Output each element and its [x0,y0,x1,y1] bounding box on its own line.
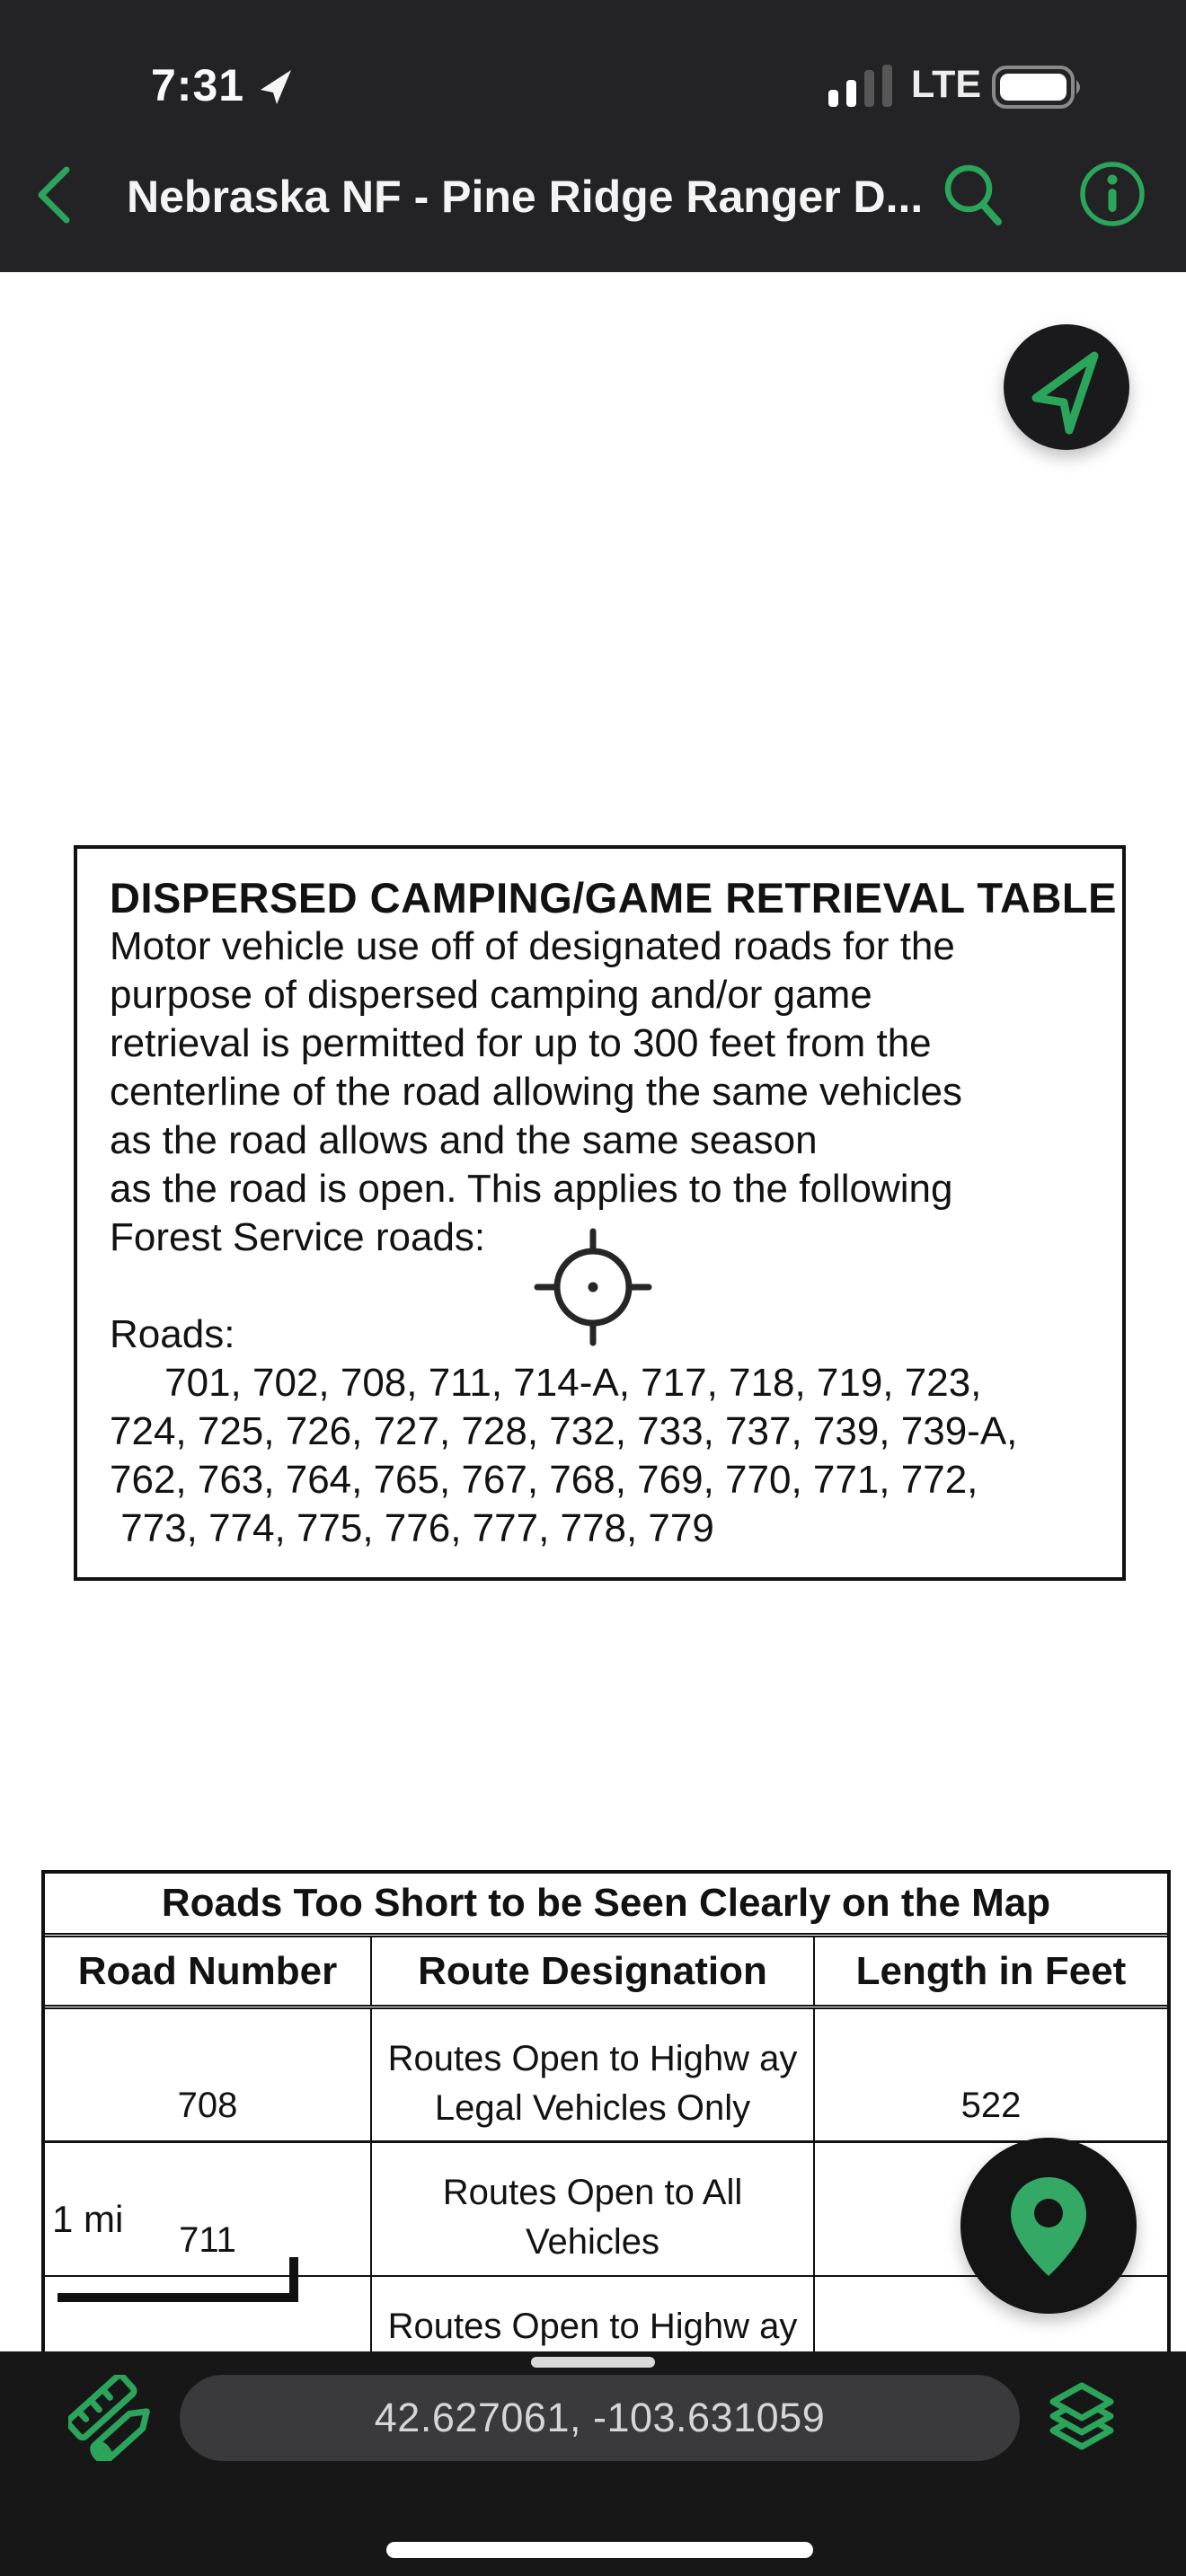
header-route-designation: Route Designation [372,1937,815,2005]
table-row [45,2009,1167,2143]
legend-roads-label: Roads: [110,1312,235,1356]
cell-road-number: 711 [45,2143,372,2275]
header-length-in-feet: Length in Feet [855,1948,1127,1993]
cell-length: 522 [960,2086,1022,2125]
cell-route-designation: Routes Open to Highw ay [372,2277,815,2412]
drop-pin-button[interactable] [960,2138,1137,2314]
back-button[interactable] [32,165,77,225]
legend-body-line: centerline of the road allowing the same vehicles [110,1070,962,1114]
legend-roads-line: 701, 702, 708, 711, 714-A, 717, 718, 719, 723, [110,1361,982,1405]
map-pin-icon [960,2138,1137,2314]
bottom-toolbar [0,2351,1186,2576]
sheet-drag-handle[interactable] [531,2357,655,2368]
cellular-signal-icon [828,61,902,108]
network-type-label: LTE [911,63,982,106]
legend-body-line: as the road allows and the same season [110,1118,818,1162]
coordinates-pill[interactable] [180,2375,1020,2461]
legend-roads-line: 762, 763, 764, 765, 767, 768, 769, 770, 771, 772, [110,1458,978,1502]
cell-road-number: 708 [45,2009,372,2140]
cell-route-designation: Routes Open to Highw ay Legal Vehicles Only [372,2009,815,2140]
scale-bar [58,2293,298,2302]
table-header-row [45,1937,1167,2009]
table-title: Roads Too Short to be Seen Clearly on the Map [45,1874,1167,1937]
info-icon[interactable] [1076,158,1148,230]
legend-body-line: Forest Service roads: [110,1215,486,1259]
legend-roads-line: 724, 725, 726, 727, 728, 732, 733, 737, 739, 739-A, [110,1409,1018,1453]
scale-label: 1 mi [52,2198,124,2240]
header-road-number: Road Number [45,1937,372,2005]
measure-tools-icon[interactable] [68,2375,155,2461]
legend-roads-line: 773, 774, 775, 776, 777, 778, 779 [110,1506,714,1550]
coordinates-value: 42.627061, -103.631059 [374,2395,826,2440]
locate-me-button[interactable] [1004,324,1129,450]
map-center-crosshair-icon [530,1224,656,1350]
home-indicator[interactable] [386,2542,813,2558]
layers-icon[interactable] [1044,2378,1120,2457]
cell-route-designation: Routes Open to All Vehicles [372,2143,815,2275]
top-chrome [0,0,1186,272]
dispersed-camping-legend [74,845,1126,1581]
search-icon[interactable] [939,161,1009,231]
map-title: Nebraska NF - Pine Ridge Ranger D... [127,172,924,222]
legend-title: DISPERSED CAMPING/GAME RETRIEVAL TABLE [110,874,1117,922]
status-time: 7:31 [151,60,245,110]
legend-body-line: as the road is open. This applies to the following [110,1167,953,1211]
scale-bar-tick [289,2257,298,2302]
map-canvas[interactable] [0,272,1186,2351]
location-services-icon [255,66,295,106]
legend-body-line: Motor vehicle use off of designated roads for the [110,924,955,968]
navigation-arrow-icon [1004,324,1129,450]
legend-body-line: purpose of dispersed camping and/or game [110,973,872,1017]
battery-icon [992,65,1085,110]
legend-body-line: retrieval is permitted for up to 300 feet from the [110,1021,932,1065]
